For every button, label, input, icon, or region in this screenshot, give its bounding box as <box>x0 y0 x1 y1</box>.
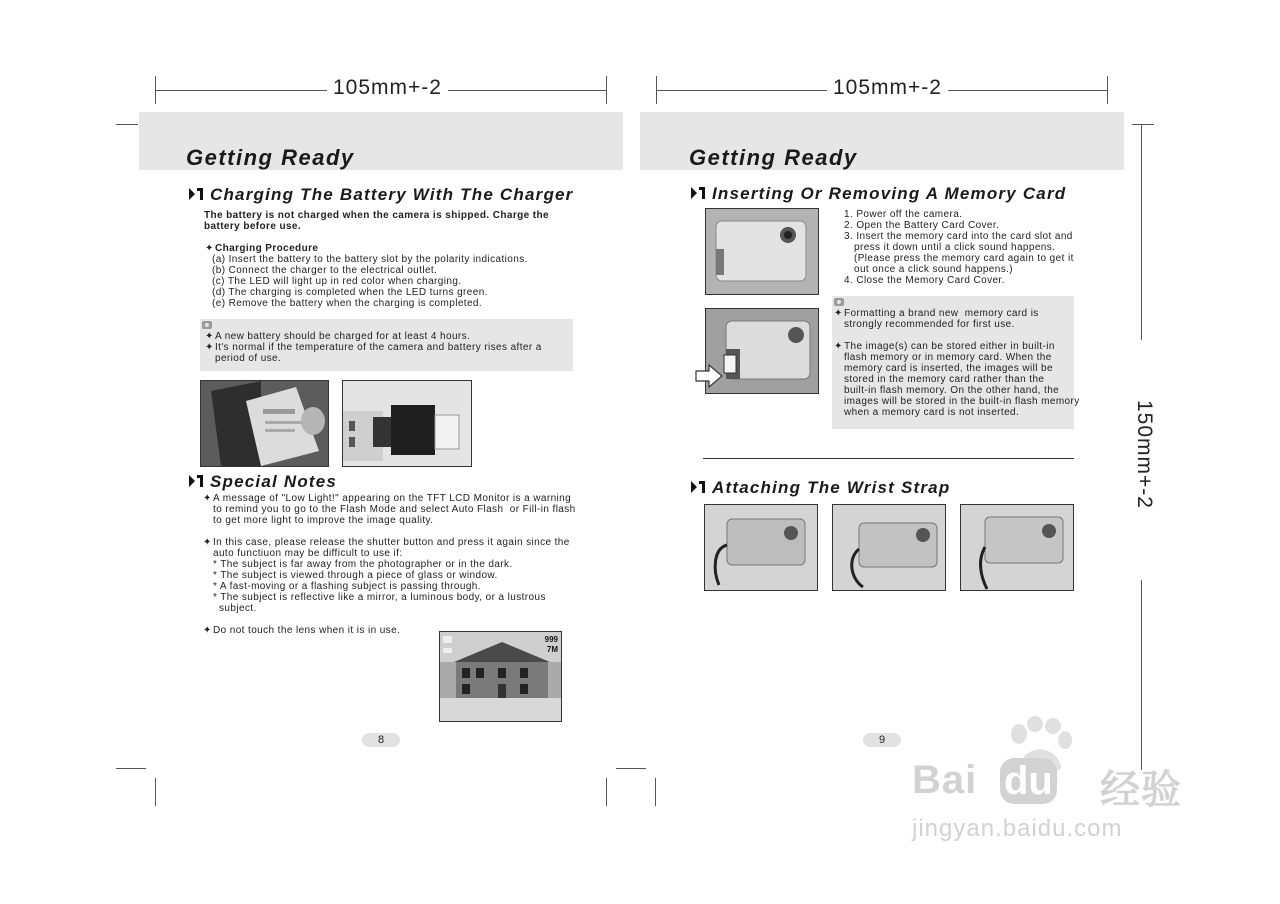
crop-mark <box>616 768 646 769</box>
insert-arrow-icon <box>695 364 723 388</box>
note-text: It's normal if the temperature of the camera and battery rises after a <box>215 342 542 353</box>
wrist-strap-illustration <box>705 505 817 590</box>
section-heading-charging: Charging The Battery With The Charger <box>188 185 574 205</box>
memory-card-step: 2. Open the Battery Card Cover. <box>844 220 1000 231</box>
section-bullet-icon <box>690 480 707 494</box>
memory-note-text: built-in flash memory. On the other hand, the <box>844 385 1060 396</box>
memory-card-step: (Please press the memory card again to get it <box>854 253 1074 264</box>
charger-outlet-illustration <box>343 381 471 466</box>
wrist-strap-illustration <box>961 505 1073 590</box>
battery-insert-photo <box>200 380 329 467</box>
page-number-right: 9 <box>863 733 901 747</box>
memory-note-text: stored in the memory card rather than the <box>844 374 1045 385</box>
dimension-label-left: 105mm+-2 <box>327 76 448 100</box>
crop-mark <box>116 124 138 125</box>
camera-illustration <box>706 209 818 294</box>
section-bullet-icon <box>188 187 205 201</box>
crop-mark <box>1132 124 1154 125</box>
procedure-step: (a) Insert the battery to the battery slot by the polarity indications. <box>212 254 528 265</box>
special-note-text: * A fast-moving or a flashing subject is passing through. <box>213 581 481 592</box>
lcd-shot-count: 999 <box>544 635 558 644</box>
watermark-brand-du: du <box>1000 758 1057 804</box>
procedure-step: (c) The LED will light up in red color when charging. <box>212 276 462 287</box>
memory-note-text: when a memory card is not inserted. <box>844 407 1020 418</box>
special-note-text: auto functiuon may be difficult to use if: <box>213 548 403 559</box>
crop-mark <box>606 778 607 806</box>
memory-note-text: strongly recommended for first use. <box>844 319 1015 330</box>
note-bullet-icon: ✦ <box>203 625 212 636</box>
wrist-strap-illustration <box>833 505 945 590</box>
battery-insert-illustration <box>201 381 328 466</box>
special-note-text: * The subject is reflective like a mirror, a luminous body, or a lustrous <box>213 592 546 603</box>
section-heading-wrist-strap: Attaching The Wrist Strap <box>690 478 950 498</box>
wrist-strap-photo-2 <box>832 504 946 591</box>
dimension-line-vertical <box>1141 125 1142 340</box>
note-bullet-icon: ✦ <box>205 331 214 342</box>
note-text: A new battery should be charged for at least 4 hours. <box>215 331 471 342</box>
memory-note-text: The image(s) can be stored either in built-in <box>844 341 1055 352</box>
page-number-left: 8 <box>362 733 400 747</box>
memory-note-text: Formatting a brand new memory card is <box>844 308 1039 319</box>
memory-note-text: flash memory or in memory card. When the <box>844 352 1052 363</box>
special-note-text: to get more light to improve the image quality. <box>213 515 434 526</box>
memory-card-step: out once a click sound happens.) <box>854 264 1014 275</box>
dimension-label-right: 105mm+-2 <box>827 76 948 100</box>
section-bullet-icon <box>188 474 205 488</box>
lcd-house-illustration <box>440 632 561 721</box>
watermark-url: jingyan.baidu.com <box>912 815 1123 842</box>
crop-mark <box>655 778 656 806</box>
lcd-resolution: 7M <box>546 645 558 654</box>
note-text: period of use. <box>215 353 282 364</box>
special-note-text: In this case, please release the shutter button and press it again since the <box>213 537 570 548</box>
note-bullet-icon: ✦ <box>203 537 212 548</box>
watermark-brand: Bai <box>912 758 978 802</box>
special-note-text: to remind you to go to the Flash Mode and select Auto Flash or Fill-in flash <box>213 504 576 515</box>
lcd-house-photo <box>439 631 562 722</box>
crop-mark <box>155 778 156 806</box>
memory-card-step: 4. Close the Memory Card Cover. <box>844 275 1005 286</box>
section-divider <box>703 458 1074 459</box>
section-heading-special-notes: Special Notes <box>188 472 337 492</box>
procedure-heading: Charging Procedure <box>215 243 319 254</box>
procedure-step: (d) The charging is completed when the LED turns green. <box>212 287 488 298</box>
memory-card-step: 3. Insert the memory card into the card slot and <box>844 231 1073 242</box>
charging-intro: battery before use. <box>204 221 302 232</box>
special-note-text: * The subject is far away from the photographer or in the dark. <box>213 559 513 570</box>
section-bullet-icon <box>690 186 707 200</box>
special-note-text: * The subject is viewed through a piece of glass or window. <box>213 570 498 581</box>
note-bullet-icon: ✦ <box>834 308 843 319</box>
crop-mark <box>116 768 146 769</box>
memory-card-step: 1. Power off the camera. <box>844 209 963 220</box>
wrist-strap-photo-1 <box>704 504 818 591</box>
memory-note-text: images will be stored in the built-in flash memory <box>844 396 1080 407</box>
note-bullet-icon: ✦ <box>205 342 214 353</box>
wrist-strap-photo-3 <box>960 504 1074 591</box>
camera-card-cover-photo <box>705 208 819 295</box>
watermark-cn: 经验 <box>1100 768 1182 812</box>
section-heading-memory-card: Inserting Or Removing A Memory Card <box>690 184 1066 204</box>
note-camera-icon <box>834 298 844 306</box>
crop-mark <box>1107 76 1108 104</box>
charger-outlet-photo <box>342 380 472 467</box>
note-bullet-icon: ✦ <box>834 341 843 352</box>
special-note-text: Do not touch the lens when it is in use. <box>213 625 401 636</box>
dimension-line-vertical <box>1141 580 1142 770</box>
note-bullet-icon: ✦ <box>203 493 212 504</box>
procedure-step: (b) Connect the charger to the electrical outlet. <box>212 265 438 276</box>
crop-mark <box>606 76 607 104</box>
dimension-label-vertical: 150mm+-2 <box>1133 400 1156 509</box>
procedure-step: (e) Remove the battery when the charging is completed. <box>212 298 483 309</box>
charging-intro: The battery is not charged when the camera is shipped. Charge the <box>204 210 549 221</box>
memory-card-step: press it down until a click sound happens. <box>854 242 1056 253</box>
note-camera-icon <box>202 321 212 329</box>
special-note-text: subject. <box>219 603 257 614</box>
page-title-right: Getting Ready <box>689 145 858 170</box>
special-note-text: A message of "Low Light!" appearing on the TFT LCD Monitor is a warning <box>213 493 572 504</box>
page-title-left: Getting Ready <box>186 145 355 170</box>
procedure-bullet-icon: ✦ <box>205 243 214 254</box>
memory-note-text: memory card is inserted, the images will be <box>844 363 1053 374</box>
